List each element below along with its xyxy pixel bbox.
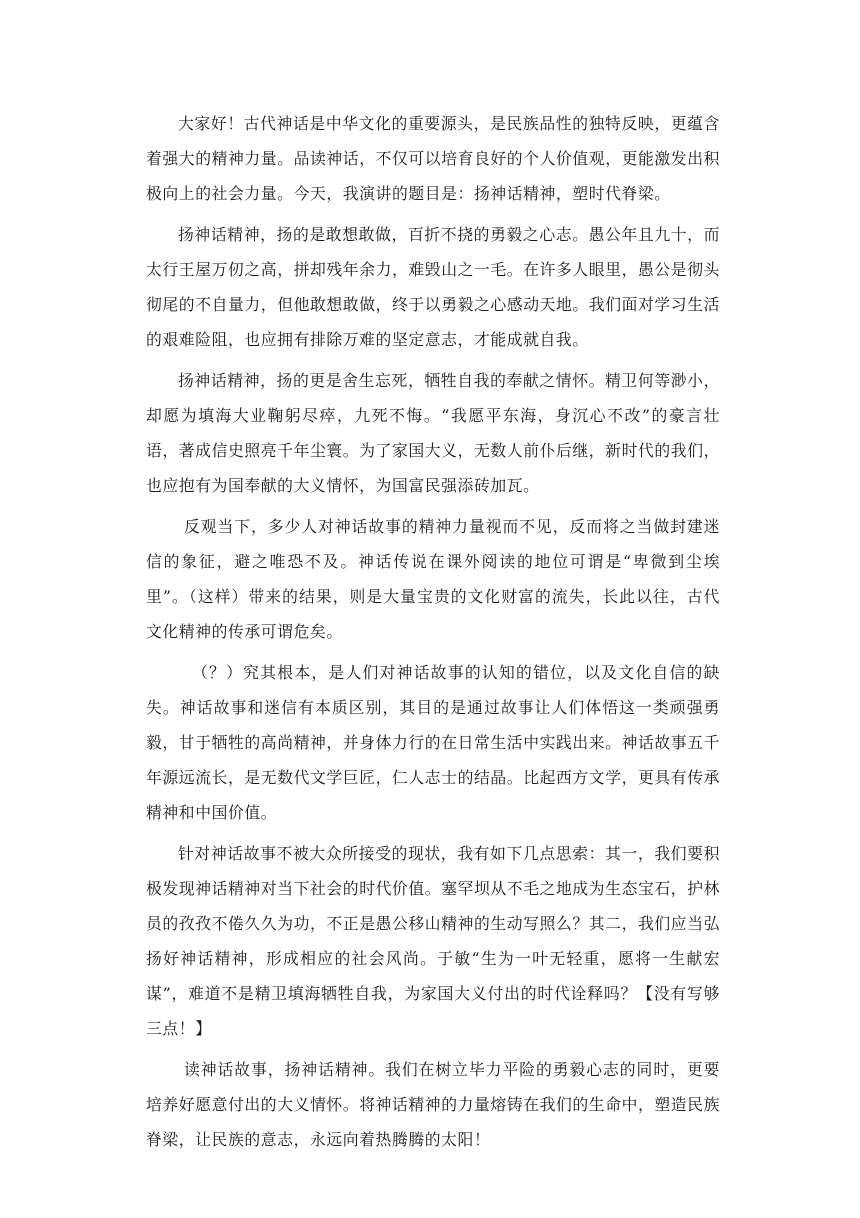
paragraph-conclusion: 读神话故事，扬神话精神。我们在树立毕力平险的勇毅心志的同时，更要培养好愿意付出的大义情怀。将神话精神的力量熔铸在我们的生命中，塑造民族脊梁，让民族的意志，永远向着热腾腾的太阳！ bbox=[146, 1060, 720, 1149]
paragraph-reality: 反观当下，多少人对神话故事的精神力量视而不见，反而将之当做封建迷信的象征，避之唯恐不及。神话传说在课外阅读的地位可谓是“卑微到尘埃里”。（这样）带来的结果，则是大量宝贵的文化财富的流失，长此以往，古代文化精神的传承可谓危矣。 bbox=[146, 517, 720, 641]
paragraph-intro: 大家好！古代神话是中华文化的重要源头，是民族品性的独特反映，更蕴含着强大的精神力量。品读神话，不仅可以培育良好的个人价值观，更能激发出积极向上的社会力量。今天，我演讲的题目是：扬神话精神，塑时代脊梁。 bbox=[146, 114, 720, 203]
paragraph-courage: 扬神话精神，扬的是敢想敢做，百折不挠的勇毅之心志。愚公年且九十，而太行王屋万仞之高，拼却残年余力，难毁山之一毛。在许多人眼里，愚公是彻头彻尾的不自量力，但他敢想敢做，终于以勇毅之心感动天地。我们面对学习生活的艰难险阻，也应拥有排除万难的坚定意志，才能成就自我。 bbox=[146, 225, 720, 349]
essay-body bbox=[146, 106, 720, 1157]
paragraph-root-cause: （？）究其根本，是人们对神话故事的认知的错位，以及文化自信的缺失。神话故事和迷信有本质区别，其目的是通过故事让人们体悟这一类顽强勇毅，甘于牺牲的高尚精神，并身体力行的在日常生活中实践出来。神话故事五千年源远流长，是无数代文学巨匠，仁人志士的结晶。比起西方文学，更具有传承精神和中国价值。 bbox=[146, 663, 720, 822]
paragraph-sacrifice: 扬神话精神，扬的更是舍生忘死，牺牲自我的奉献之情怀。精卫何等渺小，却愿为填海大业鞠躬尽瘁，九死不悔。“我愿平东海，身沉心不改”的豪言壮语，著成信史照亮千年尘寰。为了家国大义，无数人前仆后继，新时代的我们，也应抱有为国奉献的大义情怀，为国富民强添砖加瓦。 bbox=[146, 371, 720, 495]
paragraph-suggestions: 针对神话故事不被大众所接受的现状，我有如下几点思索：其一，我们要积极发现神话精神对当下社会的时代价值。塞罕坝从不毛之地成为生态宝石，护林员的孜孜不倦久久为功，不正是愚公移山精神的生动写照么？其二，我们应当弘扬好神话精神，形成相应的社会风尚。于敏“生为一叶无轻重，愿将一生献宏谋”，难道不是精卫填海牺牲自我，为家国大义付出的时代诠释吗？【没有写够三点！】 bbox=[146, 844, 720, 1038]
